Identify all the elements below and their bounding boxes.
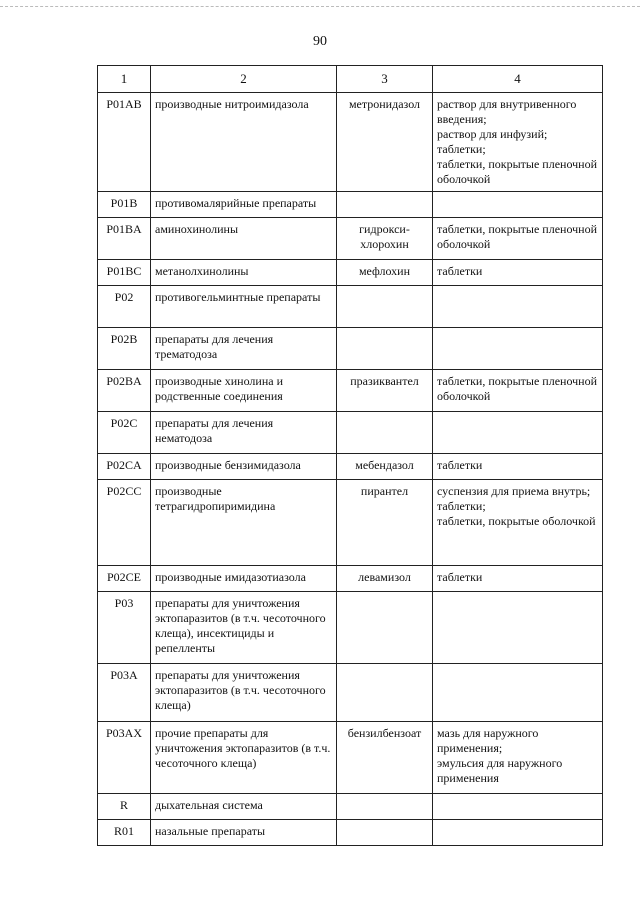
atc-code-cell: P02CE (98, 566, 151, 592)
atc-code-cell: P03A (98, 664, 151, 722)
dosage-forms-cell: таблетки (433, 454, 603, 480)
dosage-forms-cell (433, 664, 603, 722)
drug-name-cell (337, 192, 433, 218)
drug-name-cell (337, 664, 433, 722)
table-row (98, 328, 603, 370)
pharmacological-group-cell: производные нитроимидазола (151, 93, 337, 192)
dosage-forms-cell (433, 286, 603, 328)
scan-top-edge (0, 6, 640, 8)
atc-code-cell: P03 (98, 592, 151, 664)
drug-name-cell: мефлохин (337, 260, 433, 286)
dosage-forms-cell: таблетки, покрытые пленочной оболочкой (433, 218, 603, 260)
atc-code-cell: P02CC (98, 480, 151, 566)
drug-table (97, 65, 603, 846)
drug-name-cell: празиквантел (337, 370, 433, 412)
table-body (98, 93, 603, 846)
drug-name-cell: гидрокси- хлорохин (337, 218, 433, 260)
drug-name-cell: мебендазол (337, 454, 433, 480)
drug-name-cell (337, 328, 433, 370)
dosage-forms-cell (433, 192, 603, 218)
drug-name-cell: пирантел (337, 480, 433, 566)
drug-name-cell: бензилбензоат (337, 722, 433, 794)
pharmacological-group-cell: прочие препараты для уничтожения эктопаразитов (в т.ч. чесоточного клеща) (151, 722, 337, 794)
dosage-forms-cell: суспензия для приема внутрь; таблетки; таблетки, покрытые оболочкой (433, 480, 603, 566)
pharmacological-group-cell: дыхательная система (151, 794, 337, 820)
atc-code-cell: P03AX (98, 722, 151, 794)
page-number: 90 (313, 34, 327, 49)
column-header-2: 2 (151, 66, 337, 93)
dosage-forms-cell: раствор для внутривенного введения; раствор для инфузий; таблетки; таблетки, покрытые пленочной оболочкой (433, 93, 603, 192)
atc-code-cell: P02B (98, 328, 151, 370)
atc-code-cell: R (98, 794, 151, 820)
drug-name-cell: левамизол (337, 566, 433, 592)
pharmacological-group-cell: противогельминтные препараты (151, 286, 337, 328)
dosage-forms-cell (433, 412, 603, 454)
table-row (98, 592, 603, 664)
pharmacological-group-cell: производные тетрагидропиримидина (151, 480, 337, 566)
atc-code-cell: P02CA (98, 454, 151, 480)
table-row (98, 794, 603, 820)
table-row (98, 93, 603, 192)
pharmacological-group-cell: метанолхинолины (151, 260, 337, 286)
dosage-forms-cell: таблетки (433, 566, 603, 592)
table-row (98, 192, 603, 218)
table-row (98, 820, 603, 846)
pharmacological-group-cell: производные имидазотиазола (151, 566, 337, 592)
table-row (98, 218, 603, 260)
table-row (98, 260, 603, 286)
pharmacological-group-cell: противомалярийные препараты (151, 192, 337, 218)
drug-name-cell (337, 592, 433, 664)
pharmacological-group-cell: препараты для лечения трематодоза (151, 328, 337, 370)
atc-code-cell: P01BA (98, 218, 151, 260)
pharmacological-group-cell: производные хинолина и родственные соединения (151, 370, 337, 412)
drug-name-cell (337, 286, 433, 328)
atc-code-cell: P02C (98, 412, 151, 454)
pharmacological-group-cell: производные бензимидазола (151, 454, 337, 480)
column-header-3: 3 (337, 66, 433, 93)
drug-name-cell: метронидазол (337, 93, 433, 192)
atc-code-cell: P01B (98, 192, 151, 218)
drug-name-cell (337, 412, 433, 454)
atc-code-cell: P02 (98, 286, 151, 328)
dosage-forms-cell (433, 794, 603, 820)
table-row (98, 566, 603, 592)
pharmacological-group-cell: препараты для уничтожения эктопаразитов (в т.ч. чесоточного клеща) (151, 664, 337, 722)
pharmacological-group-cell: назальные препараты (151, 820, 337, 846)
dosage-forms-cell (433, 328, 603, 370)
table-row (98, 454, 603, 480)
pharmacological-group-cell: аминохинолины (151, 218, 337, 260)
column-header-1: 1 (98, 66, 151, 93)
pharmacological-group-cell: препараты для лечения нематодоза (151, 412, 337, 454)
atc-code-cell: P01AB (98, 93, 151, 192)
table-row (98, 370, 603, 412)
dosage-forms-cell: таблетки (433, 260, 603, 286)
pharmacological-group-cell: препараты для уничтожения эктопаразитов (в т.ч. чесоточного клеща), инсектициды и репелленты (151, 592, 337, 664)
dosage-forms-cell: мазь для наружного применения; эмульсия для наружного применения (433, 722, 603, 794)
atc-code-cell: P01BC (98, 260, 151, 286)
table-row (98, 286, 603, 328)
column-header-4: 4 (433, 66, 603, 93)
dosage-forms-cell: таблетки, покрытые пленочной оболочкой (433, 370, 603, 412)
dosage-forms-cell (433, 820, 603, 846)
table-row (98, 412, 603, 454)
table-row (98, 722, 603, 794)
table-row (98, 664, 603, 722)
table-row (98, 480, 603, 566)
atc-code-cell: R01 (98, 820, 151, 846)
drug-name-cell (337, 794, 433, 820)
dosage-forms-cell (433, 592, 603, 664)
atc-code-cell: P02BA (98, 370, 151, 412)
drug-name-cell (337, 820, 433, 846)
table-header-row (98, 66, 603, 93)
